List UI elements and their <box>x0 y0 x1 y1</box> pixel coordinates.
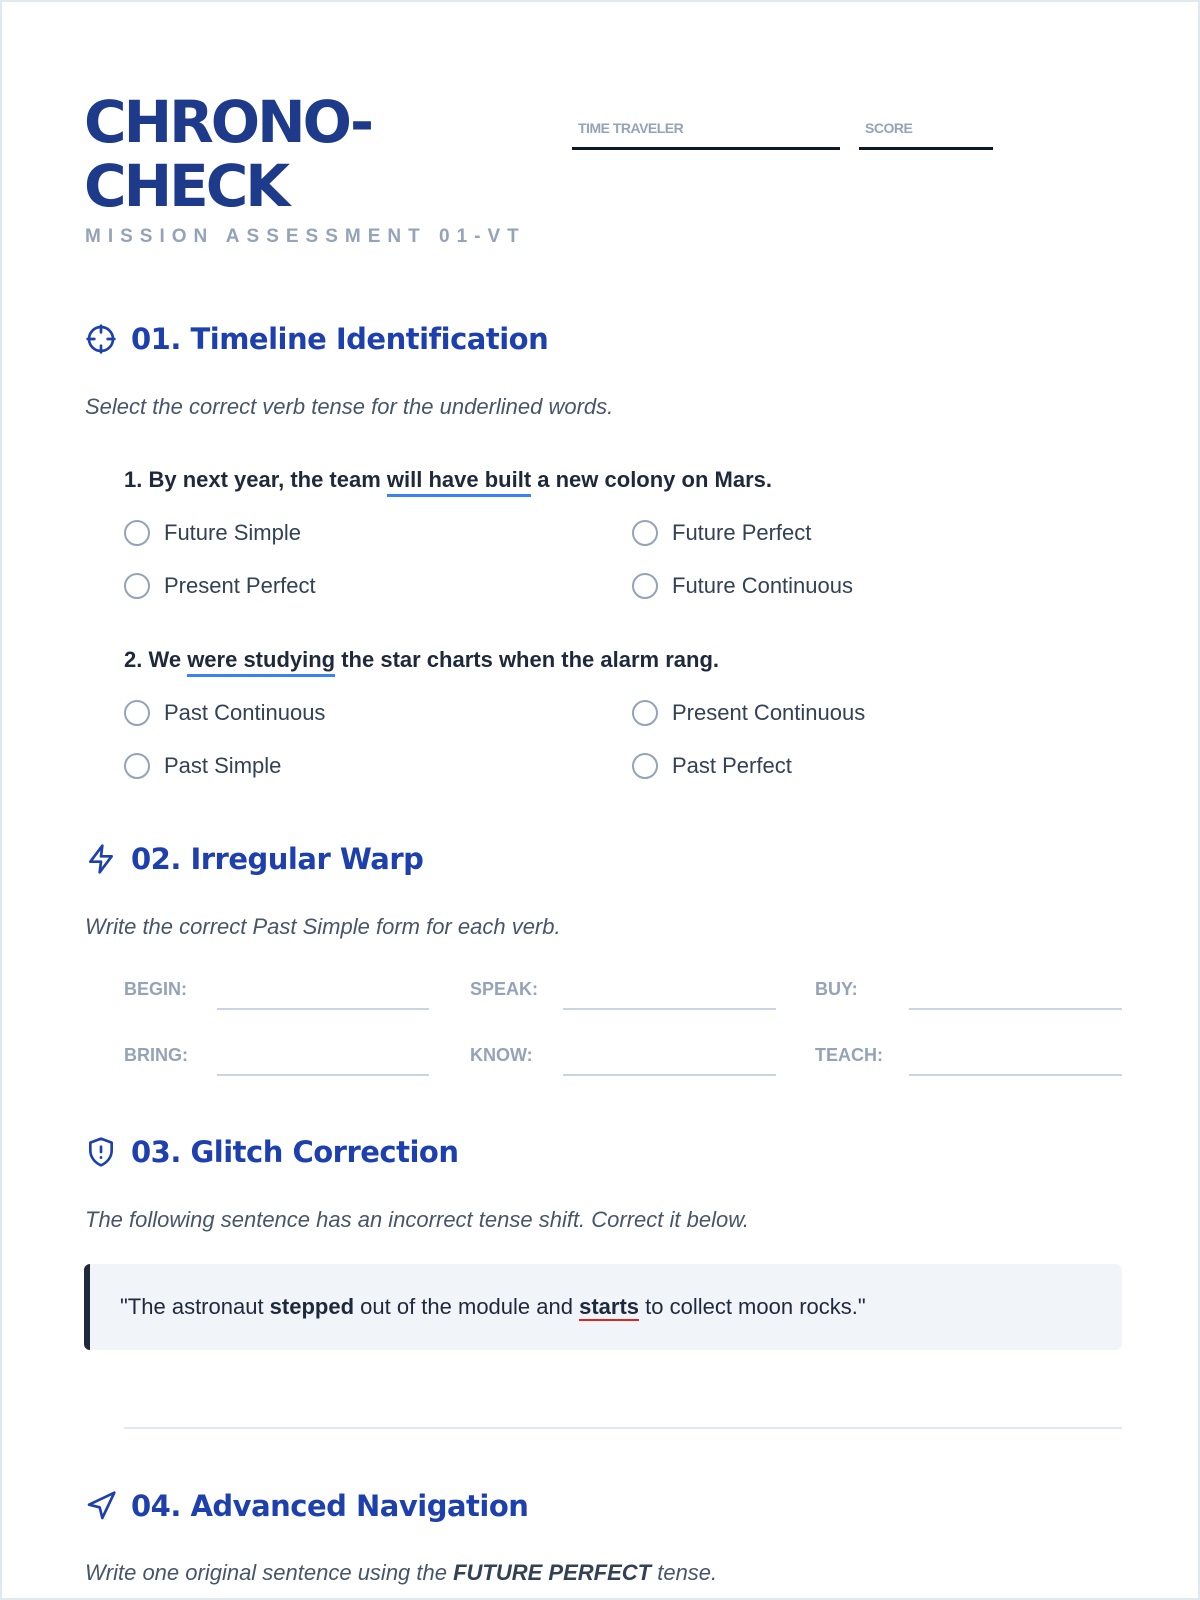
instr-4-bold: FUTURE PERFECT <box>453 1560 652 1585</box>
verb-label-bring: BRING: <box>124 1045 188 1065</box>
q2-option-present-continuous[interactable] <box>632 700 865 726</box>
section-2-title: 02. Irregular Warp <box>131 842 424 876</box>
quote-verb-starts-error: starts <box>579 1294 640 1319</box>
section-3-title: 03. Glitch Correction <box>131 1135 459 1169</box>
section-1-instruction: Select the correct verb tense for the underlined words. <box>85 394 614 419</box>
title-line-1: CHRONO- <box>84 88 372 156</box>
instr-4-before: Write one original sentence using the <box>85 1560 454 1585</box>
answer-input-bring[interactable] <box>217 1046 429 1076</box>
section-1-title: 01. Timeline Identification <box>131 322 549 356</box>
section-4-title: 04. Advanced Navigation <box>131 1489 529 1523</box>
q1-text-after: a new colony on Mars. <box>531 467 772 492</box>
q2-text-before: 2. We <box>124 647 188 672</box>
question-1 <box>124 467 772 493</box>
title-line-2: CHECK <box>84 152 288 220</box>
section-2-instruction: Write the correct Past Simple form for each verb. <box>85 914 561 939</box>
q1-option-present-perfect[interactable] <box>124 573 316 599</box>
radio-button[interactable] <box>124 573 150 599</box>
section-3-instruction: The following sentence has an incorrect tense shift. Correct it below. <box>85 1207 750 1232</box>
score-field[interactable] <box>859 120 993 150</box>
verb-label-know: KNOW: <box>470 1045 533 1065</box>
q1-option-future-continuous[interactable] <box>632 573 853 599</box>
q1-underlined: will have built <box>387 467 531 497</box>
option-label: Future Simple <box>164 520 301 545</box>
section-4-instruction <box>85 1560 717 1586</box>
radio-button[interactable] <box>632 520 658 546</box>
radio-button[interactable] <box>124 753 150 779</box>
radio-button[interactable] <box>124 520 150 546</box>
question-2 <box>124 647 719 673</box>
q2-underlined: were studying <box>187 647 335 677</box>
quote-verb-stepped: stepped <box>269 1294 355 1319</box>
worksheet-title <box>84 90 371 218</box>
time-traveler-field[interactable] <box>572 120 840 150</box>
section-4-heading <box>85 1489 528 1523</box>
q2-option-past-continuous[interactable] <box>124 700 325 726</box>
answer-input-speak[interactable] <box>563 980 776 1010</box>
q1-text-before: 1. By next year, the team <box>124 467 387 492</box>
answer-divider-line[interactable] <box>124 1427 1122 1429</box>
shield-alert-icon <box>85 1136 117 1168</box>
answer-input-buy[interactable] <box>909 980 1122 1010</box>
verb-label-begin: BEGIN: <box>124 979 187 999</box>
option-label: Future Perfect <box>672 520 812 545</box>
quote-part-1: "The astronaut <box>120 1294 270 1319</box>
mission-subtitle: MISSION ASSESSMENT 01-VT <box>85 226 526 247</box>
q2-text-after: the star charts when the alarm rang. <box>335 647 720 672</box>
quote-part-2: out of the module and <box>354 1294 580 1319</box>
time-traveler-label: TIME TRAVELER <box>578 120 684 136</box>
q2-option-past-perfect[interactable] <box>632 753 792 779</box>
section-1-heading <box>85 322 548 356</box>
section-3-heading <box>85 1135 459 1169</box>
option-label: Past Simple <box>164 753 282 778</box>
radio-button[interactable] <box>124 700 150 726</box>
instr-4-after: tense. <box>651 1560 718 1585</box>
navigation-arrow-icon <box>85 1490 117 1522</box>
glitch-sentence-box <box>84 1264 1122 1350</box>
radio-button[interactable] <box>632 573 658 599</box>
section-2-heading <box>85 842 423 876</box>
option-label: Past Perfect <box>672 753 792 778</box>
option-label: Future Continuous <box>672 573 853 598</box>
option-label: Past Continuous <box>164 700 326 725</box>
radio-button[interactable] <box>632 753 658 779</box>
q1-option-future-simple[interactable] <box>124 520 301 546</box>
lightning-icon <box>85 843 117 875</box>
q1-option-future-perfect[interactable] <box>632 520 811 546</box>
crosshair-icon <box>85 323 117 355</box>
verb-label-speak: SPEAK: <box>470 979 539 999</box>
answer-input-begin[interactable] <box>217 980 429 1010</box>
radio-button[interactable] <box>632 700 658 726</box>
q2-option-past-simple[interactable] <box>124 753 281 779</box>
answer-input-teach[interactable] <box>909 1046 1122 1076</box>
verb-label-teach: TEACH: <box>815 1045 883 1065</box>
answer-input-know[interactable] <box>563 1046 776 1076</box>
score-label: SCORE <box>865 120 913 136</box>
option-label: Present Continuous <box>672 700 866 725</box>
glitch-sentence <box>120 1294 866 1320</box>
verb-label-buy: BUY: <box>815 979 858 999</box>
quote-part-3: to collect moon rocks." <box>639 1294 866 1319</box>
option-label: Present Perfect <box>164 573 316 598</box>
